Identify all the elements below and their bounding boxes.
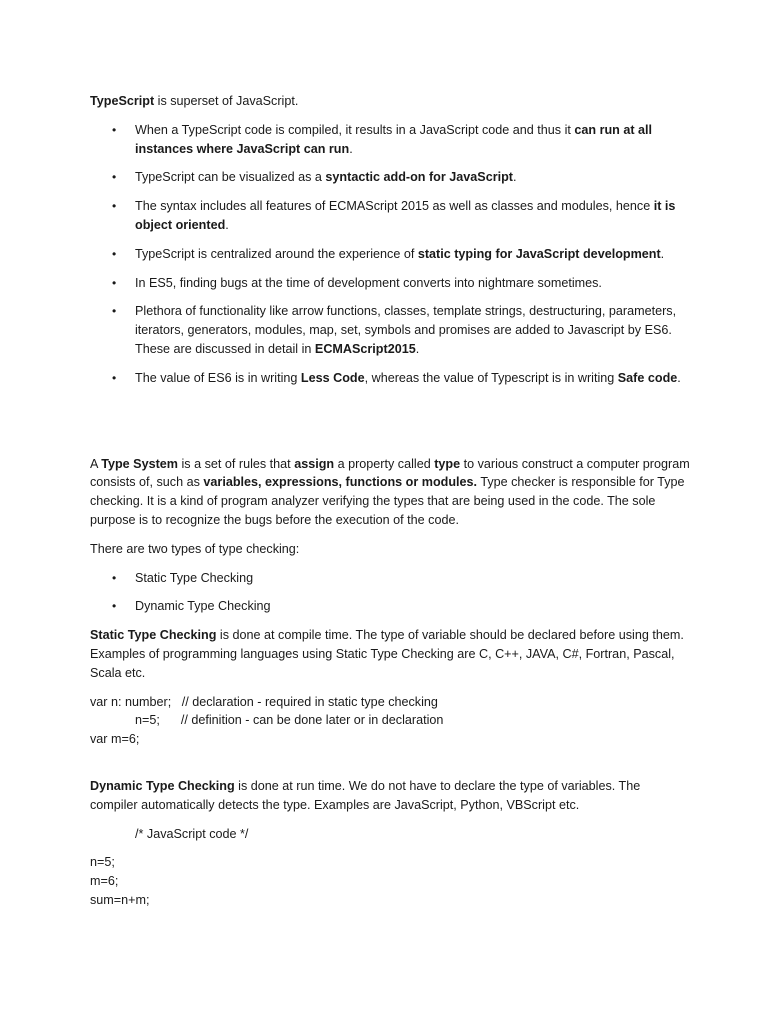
spacer xyxy=(90,759,690,777)
text-run: . xyxy=(677,370,681,385)
text-run: The syntax includes all features of ECMAScript 2015 as well as classes and modules, hence xyxy=(135,199,654,214)
text-run: In ES5, finding bugs at the time of development converts into nightmare sometimes. xyxy=(135,275,602,290)
bullet-icon: • xyxy=(112,304,117,319)
type-checking-list xyxy=(90,569,690,617)
bold-text: Dynamic Type Checking xyxy=(90,778,235,793)
bold-text: Type System xyxy=(101,456,178,471)
dynamic-type-paragraph xyxy=(90,777,690,815)
bullet-icon: • xyxy=(112,275,117,290)
bold-text: type xyxy=(434,456,461,471)
code-line: n=5; // definition - can be done later or in declaration xyxy=(135,713,444,728)
code-line: var n: number; // declaration - required in static type checking xyxy=(90,694,438,709)
text-run: . xyxy=(660,246,665,261)
bold-text: syntactic add-on for JavaScript xyxy=(325,170,513,185)
bold-text: Safe code xyxy=(617,370,678,385)
bullet-icon: • xyxy=(112,370,117,385)
intro-bold: TypeScript xyxy=(90,94,155,108)
bullet-icon: • xyxy=(112,246,117,261)
text-run: , whereas the value of Typescript is in writing xyxy=(364,370,618,385)
text-run: When a TypeScript code is compiled, it results in a JavaScript code and thus it xyxy=(135,122,575,137)
bullet-icon: • xyxy=(112,122,117,137)
text-run: . xyxy=(225,217,229,232)
code-comment: /* JavaScript code */ xyxy=(135,826,249,841)
text-run: is done at run time. We do not have to declare the type of variables. The compiler automatically detects the type. Examples are JavaScript, Python, VBScript etc. xyxy=(90,778,641,812)
type-system-paragraph xyxy=(90,455,690,530)
code-line: sum=n+m; xyxy=(90,892,150,907)
feature-bullet-list xyxy=(90,121,690,388)
list-item xyxy=(90,168,690,187)
text-run: Plethora of functionality like arrow functions, classes, template strings, destructuring, parameters, iterators, generators, modules, map, set, symbols and promises are added to Javascript by ES6. These are discussed in detail in xyxy=(135,304,677,356)
document-page xyxy=(90,92,690,920)
bullet-icon: • xyxy=(112,199,117,214)
list-item xyxy=(90,569,690,588)
bold-text: assign xyxy=(294,456,335,471)
list-item xyxy=(90,274,690,293)
dynamic-code-block xyxy=(90,853,690,909)
bullet-icon: • xyxy=(112,599,117,614)
bullet-icon: • xyxy=(112,170,117,185)
text-run: . xyxy=(415,341,420,356)
list-item xyxy=(90,302,690,358)
bold-text: static typing for JavaScript development xyxy=(417,246,661,261)
list-item xyxy=(90,121,690,159)
text-run: is done at compile time. The type of variable should be declared before using them. Examples of programming languages using Static Type Checking are C, C++, JAVA, C#, Fortran, Pascal, Scala etc. xyxy=(90,628,684,680)
list-item xyxy=(90,197,690,235)
text-run: A xyxy=(90,456,102,471)
spacer xyxy=(90,398,690,455)
intro-text: is superset of JavaScript. xyxy=(154,94,299,108)
two-types-paragraph: There are two types of type checking: xyxy=(90,541,300,556)
static-type-paragraph xyxy=(90,626,690,682)
list-item xyxy=(90,597,690,616)
text-run: . xyxy=(349,141,353,156)
list-item xyxy=(90,245,690,264)
bold-text: Less Code xyxy=(300,370,365,385)
text-run: a property called xyxy=(334,456,435,471)
code-line: n=5; xyxy=(90,855,115,870)
bold-text: can run at all instances where JavaScript can run xyxy=(135,122,653,156)
code-line: m=6; xyxy=(90,874,119,889)
text-run: TypeScript is centralized around the experience of xyxy=(135,246,418,261)
list-item-label: Static Type Checking xyxy=(135,570,254,585)
text-run: TypeScript can be visualized as a xyxy=(135,170,326,185)
code-line: var m=6; xyxy=(90,732,140,747)
text-run: Type checker is responsible for Type checking. It is a kind of program analyzer verifying the types that are being used in the code. The sole purpose is to recognize the bugs before the execution of the code. xyxy=(90,475,685,527)
text-run: . xyxy=(512,170,517,185)
text-run: to various construct a computer program consists of, such as xyxy=(90,456,690,490)
intro-paragraph xyxy=(90,92,690,111)
list-item xyxy=(90,369,690,388)
static-code-block xyxy=(90,693,690,749)
bullet-icon: • xyxy=(112,570,117,585)
bold-text: it is object oriented xyxy=(135,199,676,232)
bold-text: variables, expressions, functions or modules. xyxy=(203,475,478,490)
text-run: The value of ES6 is in writing xyxy=(135,370,301,385)
bold-text: Static Type Checking xyxy=(90,628,217,643)
text-run: is a set of rules that xyxy=(177,456,295,471)
list-item-label: Dynamic Type Checking xyxy=(135,599,271,614)
bold-text: ECMAScript2015 xyxy=(314,341,416,356)
